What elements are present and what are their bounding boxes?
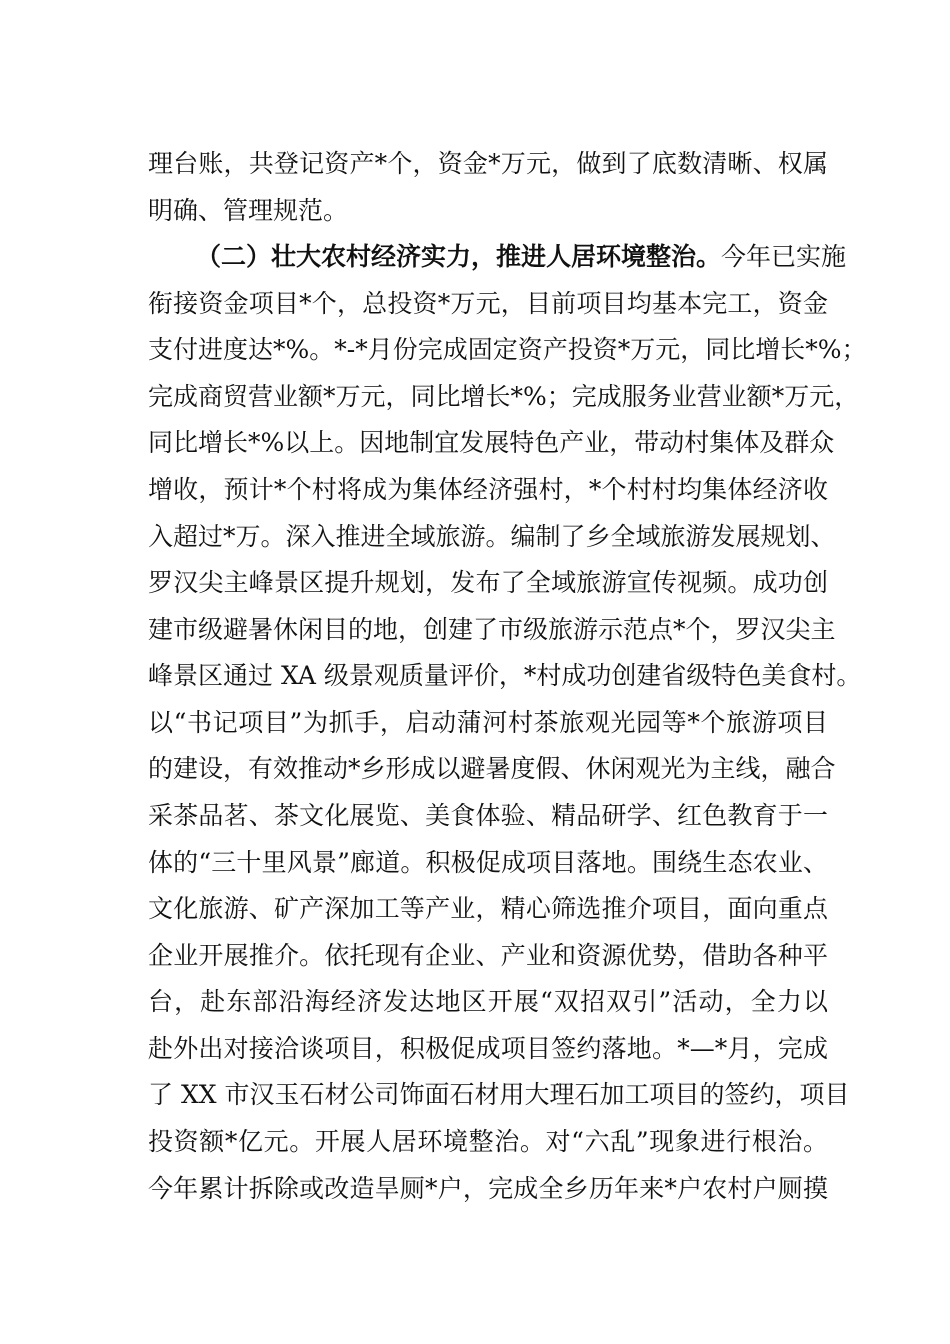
paragraph-2-line-1-text: 今年已实施	[721, 242, 847, 271]
paragraph-2-line-6: 增收，预计*个村将成为集体经济强村，*个村村均集体经济收	[148, 475, 828, 504]
paragraph-2-line-16: 企业开展推介。依托现有企业、产业和资源优势，借助各种平	[148, 941, 828, 970]
paragraph-2-line-3: 支付进度达*%。*-*月份完成固定资产投资*万元，同比增长*%；	[148, 335, 867, 364]
paragraph-2-line-2: 衔接资金项目*个，总投资*万元，目前项目均基本完工，资金	[148, 289, 828, 318]
paragraph-2-line-10: 峰景区通过 XA 级景观质量评价，*村成功创建省级特色美食村。	[148, 661, 862, 690]
paragraph-2-line-4: 完成商贸营业额*万元，同比增长*%；完成服务业营业额*万元，	[148, 382, 860, 411]
paragraph-2-line-17: 台，赴东部沿海经济发达地区开展“双招双引”活动，全力以	[148, 987, 828, 1016]
paragraph-2-line-7: 入超过*万。深入推进全域旅游。编制了乡全域旅游发展规划、	[148, 522, 836, 551]
paragraph-2-line-1	[196, 234, 847, 280]
section-heading: （二）壮大农村经济实力，推进人居环境整治。	[196, 242, 722, 271]
paragraph-2-line-15: 文化旅游、矿产深加工等产业，精心筛选推介项目，面向重点	[148, 894, 828, 923]
paragraph-2-line-19: 了 XX 市汉玉石材公司饰面石材用大理石加工项目的签约，项目	[148, 1080, 850, 1109]
paragraph-2-line-18: 赴外出对接洽谈项目，积极促成项目签约落地。*—*月，完成	[148, 1034, 828, 1063]
paragraph-2-line-21: 今年累计拆除或改造旱厕*户，完成全乡历年来*户农村户厕摸	[148, 1174, 828, 1203]
paragraph-2-line-13: 采茶品茗、茶文化展览、美食体验、精品研学、红色教育于一	[148, 801, 828, 830]
paragraph-2-line-8: 罗汉尖主峰景区提升规划，发布了全域旅游宣传视频。成功创	[148, 568, 828, 597]
paragraph-2-line-9: 建市级避暑休闲目的地，创建了市级旅游示范点*个，罗汉尖主	[148, 615, 836, 644]
paragraph-1-line-1: 理台账，共登记资产*个，资金*万元，做到了底数清晰、权属	[148, 149, 828, 178]
paragraph-2-line-11: 以“书记项目”为抓手，启动蒲河村茶旅观光园等*个旅游项目	[148, 708, 828, 737]
paragraph-2-line-12: 的建设，有效推动*乡形成以避暑度假、休闲观光为主线，融合	[148, 754, 836, 783]
paragraph-2-line-14: 体的“三十里风景”廊道。积极促成项目落地。围绕生态农业、	[148, 848, 828, 877]
paragraph-2-line-5: 同比增长*%以上。因地制宜发展特色产业，带动村集体及群众	[148, 428, 835, 457]
paragraph-2-line-20: 投资额*亿元。开展人居环境整治。对“六乱”现象进行根治。	[148, 1127, 828, 1156]
paragraph-1-line-2: 明确、管理规范。	[148, 196, 349, 225]
